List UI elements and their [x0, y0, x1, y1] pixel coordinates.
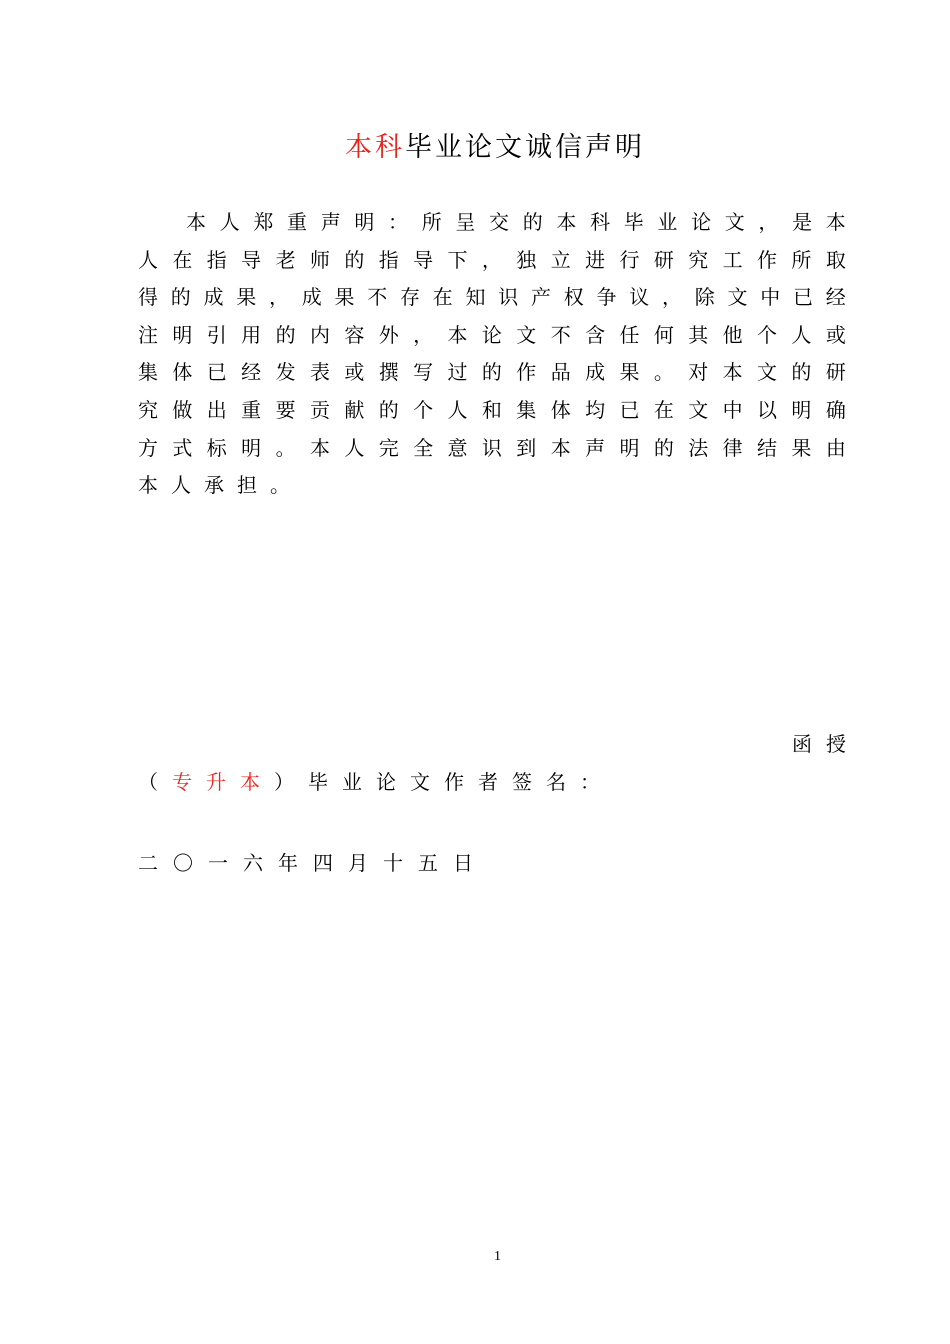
declaration-char: 产 — [531, 285, 551, 310]
declaration-char: 所 — [421, 210, 442, 234]
declaration-char: 立 — [550, 247, 571, 272]
declaration-char: 的 — [378, 397, 399, 422]
page-number: 1 — [494, 1249, 501, 1264]
page-title — [0, 128, 950, 168]
declaration-char: 明 — [241, 435, 262, 460]
declaration-char: 文 — [727, 285, 748, 310]
declaration-char: 他 — [722, 322, 743, 347]
declaration-char: 式 — [172, 435, 193, 460]
declaration-char: 个 — [413, 397, 434, 422]
declaration-char: 由 — [825, 435, 846, 460]
declaration-char: 撰 — [378, 360, 399, 385]
declaration-char: 师 — [309, 247, 330, 272]
declaration-char: 内 — [309, 322, 330, 347]
declaration-char: 要 — [275, 397, 296, 422]
declaration-char: 承 — [204, 473, 224, 498]
declaration-line — [138, 204, 846, 242]
declaration-char: 研 — [825, 360, 846, 385]
declaration-char: 本 — [550, 435, 571, 460]
declaration-char: 贡 — [309, 397, 330, 422]
declaration-char: 指 — [378, 247, 399, 272]
declaration-char: 呈 — [455, 210, 476, 234]
declaration-char: 人 — [138, 247, 158, 272]
declaration-char: 存 — [400, 285, 420, 310]
declaration-char: 何 — [653, 322, 674, 347]
declaration-char: 和 — [481, 397, 502, 422]
declaration-char: 是 — [792, 210, 813, 234]
declaration-char: 果 — [791, 435, 812, 460]
declaration-char: 方 — [138, 435, 158, 460]
declaration-char: 对 — [688, 360, 709, 385]
declaration-char: 文 — [724, 210, 745, 234]
declaration-char: 进 — [585, 247, 606, 272]
declaration-char: 不 — [367, 285, 388, 310]
declaration-char: 的 — [275, 322, 296, 347]
declaration-char: 不 — [550, 322, 571, 347]
signature-name: 函授 — [792, 732, 860, 756]
declaration-char: 人 — [219, 210, 240, 234]
declaration-char: 完 — [378, 435, 399, 460]
declaration-char: 明 — [354, 210, 375, 234]
declaration-char: 品 — [550, 360, 571, 385]
declaration-char: ， — [481, 247, 502, 272]
declaration-char: 明 — [619, 435, 640, 460]
declaration-char: 果 — [236, 285, 257, 310]
declaration-char: 个 — [757, 322, 778, 347]
declaration-char: 的 — [344, 247, 365, 272]
declaration-char: 果 — [619, 360, 640, 385]
declaration-char: 所 — [791, 247, 812, 272]
declaration-char: 过 — [447, 360, 468, 385]
declaration-char: 明 — [791, 397, 812, 422]
declaration-char: 本 — [722, 360, 743, 385]
author-label: 毕业论文作者签名： — [308, 770, 614, 794]
declaration-char: 得 — [138, 285, 158, 310]
declaration-char: 的 — [791, 360, 812, 385]
declaration-char: 表 — [309, 360, 330, 385]
declaration-char: 文 — [757, 360, 778, 385]
declaration-char: 含 — [585, 322, 606, 347]
declaration-char: 识 — [498, 285, 519, 310]
declaration-char: 知 — [465, 285, 486, 310]
declaration-line — [138, 392, 846, 430]
declaration-char: 识 — [481, 435, 502, 460]
declaration-char: 重 — [241, 397, 262, 422]
declaration-char: 重 — [287, 210, 308, 234]
declaration-char: 声 — [585, 435, 606, 460]
declaration-char: ， — [662, 285, 682, 310]
declaration-char: 明 — [172, 322, 193, 347]
declaration-char: 其 — [688, 322, 709, 347]
declaration-char: 意 — [447, 435, 468, 460]
declaration-char: 献 — [344, 397, 365, 422]
declaration-char: 毕 — [623, 210, 644, 234]
declaration-char: 人 — [791, 322, 812, 347]
declaration-char: 本 — [309, 435, 330, 460]
declaration-char: 全 — [413, 435, 434, 460]
declaration-char: ， — [269, 285, 289, 310]
declaration-char: 做 — [172, 397, 193, 422]
title-highlight: 本科 — [345, 132, 405, 163]
declaration-char: 本 — [556, 210, 577, 234]
declaration-char: 的 — [653, 435, 674, 460]
declaration-char: 果 — [334, 285, 355, 310]
declaration-char: 指 — [206, 247, 227, 272]
declaration-line — [138, 354, 846, 392]
declaration-char: 下 — [447, 247, 468, 272]
declaration-char: 已 — [619, 397, 640, 422]
declaration-line — [138, 430, 846, 468]
declaration-char: 注 — [138, 322, 158, 347]
declaration-char: 作 — [757, 247, 778, 272]
declaration-char: 发 — [275, 360, 296, 385]
declaration-char: 担 — [237, 473, 257, 498]
declaration-char: 作 — [516, 360, 537, 385]
declaration-char: 律 — [722, 435, 743, 460]
declaration-char: 究 — [138, 397, 158, 422]
declaration-char: 以 — [757, 397, 778, 422]
declaration-char: 写 — [413, 360, 434, 385]
declaration-char: 中 — [760, 285, 781, 310]
signature-date: 二〇一六年四月十五日 — [138, 851, 488, 875]
declaration-char: 取 — [825, 247, 846, 272]
declaration-char: 导 — [241, 247, 262, 272]
declaration-char: 任 — [619, 322, 640, 347]
declaration-char: 经 — [241, 360, 262, 385]
declaration-char: 科 — [590, 210, 611, 234]
declaration-char: 引 — [206, 322, 227, 347]
degree-type: 专升本 — [172, 770, 274, 794]
declaration-char: 。 — [653, 360, 674, 385]
declaration-char: 的 — [522, 210, 543, 234]
declaration-char: ： — [388, 210, 409, 234]
declaration-char: 业 — [657, 210, 678, 234]
declaration-char: 郑 — [253, 210, 274, 234]
declaration-char: 论 — [481, 322, 502, 347]
declaration-char: 人 — [447, 397, 468, 422]
declaration-char: 交 — [489, 210, 510, 234]
declaration-char: 出 — [206, 397, 227, 422]
declaration-char: 文 — [516, 322, 537, 347]
declaration-char: 外 — [378, 322, 399, 347]
declaration-char: 成 — [301, 285, 322, 310]
declaration-text — [138, 204, 846, 505]
declaration-char: 在 — [653, 397, 674, 422]
declaration-char: 法 — [688, 435, 709, 460]
declaration-line — [138, 467, 846, 505]
declaration-char: 本 — [825, 210, 846, 234]
paren-close: ） — [274, 770, 308, 794]
declaration-char: 在 — [432, 285, 453, 310]
declaration-char: 声 — [320, 210, 341, 234]
declaration-char: 体 — [550, 397, 571, 422]
declaration-char: 或 — [344, 360, 365, 385]
declaration-char: 议 — [629, 285, 650, 310]
declaration-char: 集 — [516, 397, 537, 422]
declaration-char: 本 — [138, 473, 158, 498]
declaration-char: 争 — [596, 285, 617, 310]
declaration-char: 。 — [275, 435, 296, 460]
declaration-char: 用 — [241, 322, 262, 347]
declaration-char: 成 — [585, 360, 606, 385]
declaration-char: 本 — [447, 322, 468, 347]
declaration-line — [138, 279, 846, 317]
declaration-char: 已 — [206, 360, 227, 385]
declaration-char: 老 — [275, 247, 296, 272]
declaration-char: 均 — [585, 397, 606, 422]
declaration-char: 除 — [694, 285, 715, 310]
declaration-char: 研 — [653, 247, 674, 272]
declaration-char: 本 — [186, 210, 206, 234]
declaration-char: ， — [758, 210, 779, 234]
declaration-char: 容 — [344, 322, 365, 347]
declaration-char: 在 — [172, 247, 193, 272]
declaration-char: 集 — [138, 360, 158, 385]
paren-open: （ — [138, 770, 172, 794]
declaration-char: 或 — [825, 322, 846, 347]
declaration-char: 独 — [516, 247, 537, 272]
declaration-char: 标 — [206, 435, 227, 460]
declaration-char: 经 — [825, 285, 846, 310]
author-signature-label — [138, 766, 614, 798]
declaration-char: 体 — [172, 360, 193, 385]
declaration-char: 人 — [171, 473, 191, 498]
declaration-char: 文 — [688, 397, 709, 422]
declaration-char: 成 — [203, 285, 224, 310]
declaration-char: 的 — [481, 360, 502, 385]
declaration-line — [138, 317, 846, 355]
declaration-char: 工 — [722, 247, 743, 272]
title-rest: 毕业论文诚信声明 — [405, 132, 645, 163]
declaration-char: ， — [413, 322, 434, 347]
declaration-char: 。 — [270, 473, 290, 498]
declaration-char: 确 — [825, 397, 846, 422]
declaration-char: 的 — [170, 285, 191, 310]
declaration-char: 行 — [619, 247, 640, 272]
declaration-line — [138, 242, 846, 280]
declaration-char: 导 — [413, 247, 434, 272]
declaration-char: 究 — [688, 247, 709, 272]
declaration-char: 论 — [691, 210, 712, 234]
declaration-char: 权 — [563, 285, 584, 310]
declaration-char: 到 — [516, 435, 537, 460]
declaration-char: 已 — [793, 285, 813, 310]
declaration-char: 结 — [757, 435, 778, 460]
declaration-char: 人 — [344, 435, 365, 460]
declaration-char: 中 — [722, 397, 743, 422]
